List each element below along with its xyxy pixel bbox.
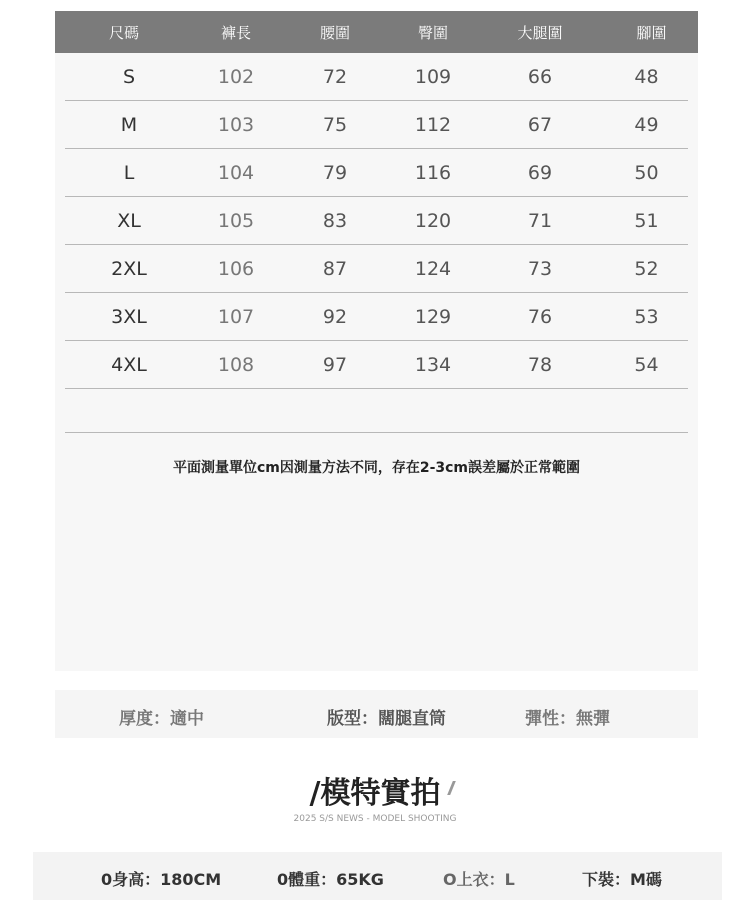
model-section-title: /模特實拍: [309, 776, 441, 811]
cell-length: 103: [217, 113, 255, 136]
header-waist: 腰圍: [319, 23, 350, 42]
cell-hip: 134: [414, 353, 452, 376]
model-bottom-size: 下裝：M碼: [582, 870, 662, 889]
cell-waist: 92: [322, 305, 348, 328]
cell-size: XL: [117, 209, 141, 232]
cell-thigh: 71: [527, 209, 553, 232]
cell-length: 107: [217, 305, 255, 328]
table-row: [65, 101, 688, 149]
table-row: [65, 149, 688, 197]
cell-hem: 53: [634, 305, 659, 328]
cell-waist: 97: [322, 353, 348, 376]
cell-waist: 79: [322, 161, 348, 184]
cell-hem: 49: [634, 113, 659, 136]
cell-size: 4XL: [111, 353, 147, 376]
cell-waist: 72: [322, 65, 348, 88]
size-table-body: [55, 53, 698, 389]
size-chart-panel: [55, 11, 698, 671]
table-row: [65, 53, 688, 101]
model-top-size: O上衣：L: [443, 870, 515, 889]
header-length: 褲長: [220, 23, 251, 42]
cell-thigh: 66: [527, 65, 553, 88]
cell-length: 104: [217, 161, 255, 184]
model-section-subtitle: 2025 S/S NEWS - MODEL SHOOTING: [293, 814, 457, 824]
table-divider: [65, 432, 688, 433]
cell-hem: 50: [634, 161, 659, 184]
header-size: 尺碼: [108, 23, 139, 42]
cell-hem: 51: [634, 209, 659, 232]
model-info-bar: [33, 852, 722, 900]
model-weight: 0體重：65KG: [277, 870, 384, 889]
measurement-note: 平面測量單位cm因測量方法不同，存在2-3cm誤差屬於正常範圍: [172, 460, 581, 476]
cell-size: 2XL: [111, 257, 147, 280]
header-thigh: 大腿圍: [517, 23, 563, 42]
table-row: [65, 245, 688, 293]
attributes-bar: [55, 690, 698, 738]
cell-waist: 83: [322, 209, 348, 232]
model-height: 0身高：180CM: [101, 870, 222, 889]
cell-hip: 116: [414, 161, 452, 184]
header-hip: 臀圍: [417, 23, 448, 42]
cell-hem: 54: [634, 353, 659, 376]
cell-length: 105: [217, 209, 255, 232]
cell-hem: 48: [634, 65, 659, 88]
table-row: [65, 293, 688, 341]
cell-length: 108: [217, 353, 255, 376]
cell-thigh: 78: [527, 353, 553, 376]
cell-size: S: [122, 65, 136, 88]
cell-thigh: 67: [527, 113, 553, 136]
cell-waist: 75: [322, 113, 348, 136]
cell-size: M: [120, 113, 138, 136]
attr-fit: 版型：闊腿直筒: [327, 709, 446, 729]
cell-hip: 109: [414, 65, 452, 88]
cell-thigh: 73: [527, 257, 553, 280]
table-row: [65, 341, 688, 389]
cell-hip: 120: [414, 209, 452, 232]
table-row: [65, 197, 688, 245]
attr-thickness: 厚度：適中: [119, 709, 204, 729]
size-table-header: [55, 11, 698, 53]
cell-thigh: 69: [527, 161, 553, 184]
attr-elasticity: 彈性：無彈: [525, 709, 610, 729]
cell-size: L: [123, 161, 135, 184]
cell-length: 102: [217, 65, 255, 88]
cell-hip: 112: [414, 113, 452, 136]
cell-hip: 129: [414, 305, 452, 328]
cell-size: 3XL: [111, 305, 147, 328]
cell-hem: 52: [634, 257, 659, 280]
cell-waist: 87: [322, 257, 348, 280]
cell-thigh: 76: [527, 305, 553, 328]
cell-length: 106: [217, 257, 255, 280]
cell-hip: 124: [414, 257, 452, 280]
header-hem: 腳圍: [636, 23, 667, 42]
